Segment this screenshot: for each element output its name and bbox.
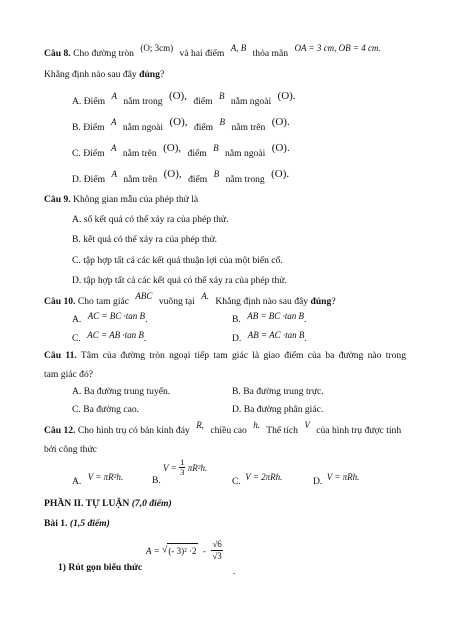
- option-key: D.: [313, 476, 323, 487]
- option-text: Điểm: [83, 148, 105, 159]
- option-end: .: [143, 333, 147, 344]
- point-b: B: [218, 91, 225, 101]
- option-key: B.: [72, 122, 81, 133]
- option-key: B.: [152, 475, 161, 486]
- option-key: D.: [72, 174, 82, 185]
- option-end: .: [304, 314, 307, 325]
- option-end: .: [145, 314, 148, 325]
- q10-text-1: Cho tam giác: [77, 296, 130, 307]
- q12-text-1: Cho hình trụ có bán kính đáy: [77, 425, 190, 436]
- q10-text-3: Khẳng định nào sau đây: [215, 296, 309, 307]
- radicand: (- 3)² ·2: [167, 543, 197, 558]
- bai-1-item-1: [58, 562, 142, 574]
- math-expression: AB = AC ·tan B: [247, 330, 305, 340]
- fraction-denominator: √3: [212, 551, 222, 561]
- option-text: nằm trong: [123, 96, 163, 107]
- q11-text-1: Tâm của đường tròn ngoại tiếp tam giác là giao điểm của ba đường nào trong: [80, 350, 406, 361]
- q10-vertex: A.: [201, 291, 209, 301]
- q9-option-a: A. số kết quả có thể xảy ra của phép thử.: [72, 214, 229, 225]
- q10-option-c: [72, 332, 146, 345]
- option-end: .: [304, 333, 307, 344]
- question-9-stem: [44, 194, 198, 206]
- bai-1-item-1-text: 1) Rút gọn biểu thức: [58, 562, 143, 573]
- circle-o: (O),: [163, 168, 182, 180]
- fraction: [211, 539, 222, 562]
- option-text: điểm: [193, 96, 213, 107]
- option-text: Điểm: [83, 122, 105, 133]
- q12-text-3: Thể tích: [266, 425, 298, 436]
- math-rhs: πR²h.: [187, 462, 208, 473]
- point-a: A: [111, 91, 117, 101]
- q9-option-b: B. kết quả có thể xảy ra của phép thử.: [72, 234, 218, 245]
- question-12-label: Câu 12.: [44, 425, 76, 436]
- fraction-denominator: 3: [180, 467, 185, 477]
- part-2-heading: [44, 498, 172, 510]
- q8-points: A, B: [230, 43, 247, 53]
- option-key: D.: [232, 333, 242, 344]
- q12-text-4: của hình trụ được tính: [316, 425, 402, 436]
- option-text: Điểm: [83, 174, 106, 185]
- q8-text-2: và hai điểm: [179, 48, 225, 59]
- question-8-label: Câu 8.: [44, 48, 71, 59]
- circle-o: (O),: [169, 116, 188, 128]
- circle-o: (O),: [163, 142, 182, 154]
- option-key: B.: [232, 314, 241, 325]
- q8-text-4: Khẳng định nào sau đây: [44, 69, 137, 80]
- bai-1-expression: [146, 539, 223, 562]
- option-key: C.: [232, 476, 241, 487]
- q9-option-d: D. tập hợp tất cả các kết quả có thể xảy ra của phép thử.: [72, 275, 287, 286]
- math-expression: V = πR²h.: [87, 472, 124, 482]
- question-11-label: Câu 11.: [44, 350, 77, 361]
- question-8-line-1: [44, 43, 381, 60]
- circle-o: (O),: [168, 90, 187, 102]
- q11-option-c: C. Ba đường cao.: [72, 404, 140, 415]
- math-lhs: V =: [163, 462, 177, 473]
- q12-volume: V: [304, 420, 310, 430]
- q8-text-1: Cho đường tròn: [73, 48, 134, 59]
- q8-option-b: [72, 116, 290, 134]
- q8-text-5: ?: [159, 69, 165, 80]
- circle-o: (O).: [271, 142, 290, 154]
- math-expression: V = 2πRh.: [245, 472, 283, 482]
- option-key: C.: [72, 333, 81, 344]
- q8-text-3: thỏa mãn: [252, 48, 289, 59]
- option-key: A.: [72, 314, 82, 325]
- circle-o: (O).: [271, 116, 290, 128]
- fraction-numerator: 1: [180, 457, 185, 467]
- q12-height: h.: [253, 420, 260, 430]
- q8-circle-text: (O; 3cm): [140, 43, 174, 53]
- point-b: B: [213, 143, 219, 153]
- math-expression: V = πRh.: [326, 472, 360, 482]
- expression-lhs: A =: [146, 545, 160, 556]
- option-key: A.: [72, 476, 82, 487]
- circle-o: (O).: [271, 168, 290, 180]
- q12-option-b-formula: [163, 458, 207, 477]
- q10-emphasis: đúng: [310, 296, 332, 307]
- question-9-label: Câu 9.: [44, 194, 71, 205]
- option-text: điểm: [187, 148, 207, 159]
- q10-option-d: [232, 332, 307, 345]
- q12-option-b: [152, 475, 161, 487]
- option-text: nằm trên: [122, 148, 157, 159]
- q10-triangle: ABC: [135, 291, 153, 301]
- option-text: nằm ngoài: [230, 96, 272, 107]
- option-text: nằm trên: [231, 122, 266, 133]
- question-11-line-2: tam giác đó?: [44, 369, 94, 380]
- q10-text-4: ?: [331, 296, 336, 307]
- math-expression: AB = BC ·tan B: [247, 311, 305, 321]
- q11-option-a: A. Ba đường trung tuyến.: [72, 386, 171, 397]
- q8-option-a: [72, 90, 296, 108]
- point-b: B: [219, 117, 226, 127]
- option-text: nằm trong: [225, 174, 265, 185]
- radical-sign: √: [162, 544, 168, 556]
- q12-option-d: [313, 472, 360, 488]
- point-a: A: [111, 169, 117, 179]
- question-11-line-1: [44, 350, 406, 362]
- bai-1-label: Bài 1.: [44, 518, 68, 529]
- q12-radius: R,: [196, 420, 204, 430]
- q8-circle: [140, 43, 173, 53]
- q9-option-c: C. tập hợp tất cả các kết quả thuận lợi của một biến cố.: [72, 255, 283, 266]
- point-b: B: [213, 169, 220, 179]
- math-expression: AC = AB ·tan B: [87, 330, 144, 340]
- q8-option-c: [72, 142, 290, 160]
- q12-option-a: [72, 472, 124, 488]
- q11-option-b: B. Ba đường trung trực.: [232, 386, 324, 397]
- q10-text-2: vuông tại: [158, 296, 195, 307]
- part-2-points: (7,0 điểm): [131, 498, 172, 509]
- part-2-title: PHẦN II. TỰ LUẬN: [44, 498, 130, 509]
- bai-1-heading: [44, 518, 110, 530]
- option-text: nằm trên: [123, 174, 158, 185]
- question-10-stem: [44, 291, 336, 308]
- option-text: nằm ngoài: [225, 148, 266, 159]
- question-12-line-1: [44, 420, 402, 437]
- circle-o: (O).: [277, 90, 296, 102]
- point-a: A: [110, 117, 117, 127]
- bai-1-expression-end: .: [233, 566, 236, 577]
- option-text: điểm: [193, 122, 214, 133]
- q12-text-2: chiều cao: [210, 425, 247, 436]
- q8-emphasis: đúng: [139, 69, 160, 80]
- q12-option-c: [232, 472, 283, 488]
- fraction: [179, 458, 185, 477]
- bai-1-points: (1,5 điểm): [69, 518, 110, 529]
- q11-option-d: D. Ba đường phân giác.: [232, 404, 324, 415]
- math-expression: AC = BC ·tan B: [87, 311, 146, 321]
- question-10-label: Câu 10.: [44, 296, 76, 307]
- q8-condition: OA = 3 cm, OB = 4 cm.: [294, 43, 381, 53]
- option-text: nằm ngoài: [122, 122, 164, 133]
- minus-sign: -: [202, 545, 206, 556]
- point-a: A: [110, 143, 117, 153]
- option-key: A.: [72, 96, 82, 107]
- option-key: C.: [72, 148, 81, 159]
- q8-option-d: [72, 168, 290, 186]
- question-8-line-2: [44, 69, 164, 81]
- option-text: điểm: [188, 174, 208, 185]
- q10-option-a: [72, 313, 147, 326]
- option-text: Điểm: [83, 96, 106, 107]
- fraction-numerator: √6: [212, 539, 222, 549]
- question-12-line-2: bởi công thức: [44, 444, 97, 455]
- q10-option-b: [232, 313, 306, 326]
- q9-text: Không gian mẫu của phép thử là: [73, 194, 199, 205]
